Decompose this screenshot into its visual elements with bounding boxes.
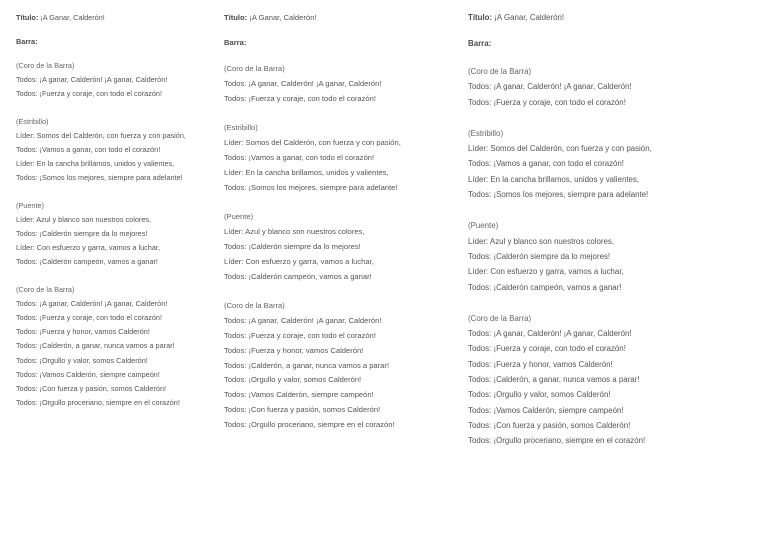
song-title xyxy=(224,13,456,22)
lyrics-column-1 xyxy=(16,0,216,410)
lyric-line: Líder: En la cancha brillamos, unidos y valientes, xyxy=(16,159,175,169)
lyric-line: Líder: Con esfuerzo y garra, vamos a luchar, xyxy=(468,267,624,277)
lyric-line: Líder: Somos del Calderón, con fuerza y con pasión, xyxy=(468,144,652,154)
lyrics-column-2 xyxy=(224,0,456,433)
lyric-line: Todos: ¡Orgullo y valor, somos Calderón! xyxy=(468,390,611,400)
lyric-line: Todos: ¡Calderón, a ganar, nunca vamos a parar! xyxy=(16,341,175,351)
lyric-line: Todos: ¡Fuerza y honor, vamos Calderón! xyxy=(224,345,364,355)
lyrics-section xyxy=(468,126,758,202)
title-label: Título: xyxy=(224,13,248,22)
lyric-line: Todos: ¡A ganar, Calderón! ¡A ganar, Calderón! xyxy=(16,298,168,308)
lyric-line: Todos: ¡Calderón campeón, vamos a ganar! xyxy=(16,257,158,267)
lyric-line: Todos: ¡Fuerza y coraje, con todo el corazón! xyxy=(468,97,626,107)
section-heading: (Coro de la Barra) xyxy=(468,67,532,76)
lyric-line: Líder: Azul y blanco son nuestros colores, xyxy=(16,214,152,224)
barra-heading xyxy=(468,39,758,48)
lyrics-section xyxy=(16,283,216,411)
lyric-line: Todos: ¡A ganar, Calderón! ¡A ganar, Calderón! xyxy=(224,78,382,88)
lyric-line: Todos: ¡Calderón siempre da lo mejores! xyxy=(16,229,148,239)
lyric-line: Todos: ¡Orgullo y valor, somos Calderón! xyxy=(224,375,362,385)
lyric-line: Todos: ¡Vamos Calderón, siempre campeón! xyxy=(224,390,374,400)
section-heading: (Estribillo) xyxy=(468,128,504,138)
section-heading: (Coro de la Barra) xyxy=(16,284,75,294)
lyric-line: Líder: En la cancha brillamos, unidos y valientes, xyxy=(468,174,640,184)
title-value: ¡A Ganar, Calderón! xyxy=(492,13,565,22)
lyric-line: Todos: ¡Calderón campeón, vamos a ganar! xyxy=(224,271,372,281)
lyrics-section xyxy=(468,311,758,449)
lyrics-column-3 xyxy=(468,0,758,449)
lyrics-section xyxy=(224,210,456,284)
lyric-line: Líder: Azul y blanco son nuestros colores, xyxy=(224,227,365,237)
song-title xyxy=(468,13,758,22)
lyric-line: Todos: ¡Orgullo proceriano, siempre en el corazón! xyxy=(16,398,180,408)
barra-heading xyxy=(224,38,456,47)
lyric-line: Todos: ¡A ganar, Calderón! ¡A ganar, Calderón! xyxy=(468,329,632,339)
lyric-line: Todos: ¡Somos los mejores, siempre para adelante! xyxy=(224,182,398,192)
lyrics-section xyxy=(16,59,216,102)
lyric-line: Líder: Con esfuerzo y garra, vamos a luchar, xyxy=(224,256,374,266)
lyric-line: Todos: ¡Calderón siempre da lo mejores! xyxy=(468,251,611,261)
lyrics-section xyxy=(224,62,456,106)
section-heading: (Estribillo) xyxy=(224,123,258,133)
title-value: ¡A Ganar, Calderón! xyxy=(38,13,105,22)
section-heading: (Puente) xyxy=(16,200,44,210)
lyrics-section xyxy=(468,64,758,110)
lyric-line: Líder: Con esfuerzo y garra, vamos a luchar, xyxy=(16,243,160,253)
lyric-line: Líder: Somos del Calderón, con fuerza y con pasión, xyxy=(224,138,401,148)
lyric-line: Todos: ¡Vamos Calderón, siempre campeón! xyxy=(468,405,624,415)
lyric-line: Todos: ¡Con fuerza y pasión, somos Calderón! xyxy=(224,404,381,414)
lyric-line: Todos: ¡Fuerza y coraje, con todo el corazón! xyxy=(16,313,163,323)
lyric-line: Líder: Somos del Calderón, con fuerza y con pasión, xyxy=(16,130,186,140)
lyrics-section xyxy=(224,299,456,432)
title-value: ¡A Ganar, Calderón! xyxy=(247,13,317,22)
lyric-line: Todos: ¡Vamos a ganar, con todo el corazón! xyxy=(468,159,625,169)
lyric-line: Líder: Azul y blanco son nuestros colores, xyxy=(468,236,615,246)
section-heading: (Puente) xyxy=(224,212,254,222)
barra-label: Barra: xyxy=(468,39,492,48)
lyric-line: Todos: ¡Calderón siempre da lo mejores! xyxy=(224,241,361,251)
lyric-line: Líder: En la cancha brillamos, unidos y valientes, xyxy=(224,167,389,177)
lyric-line: Todos: ¡Calderón campeón, vamos a ganar! xyxy=(468,282,622,292)
lyric-line: Todos: ¡Con fuerza y pasión, somos Calderón! xyxy=(16,384,167,394)
section-heading: (Coro de la Barra) xyxy=(224,64,285,73)
lyric-line: Todos: ¡Orgullo proceriano, siempre en el corazón! xyxy=(224,419,395,429)
lyric-line: Todos: ¡Vamos a ganar, con todo el corazón! xyxy=(224,152,375,162)
barra-label: Barra: xyxy=(224,38,247,47)
section-heading: (Coro de la Barra) xyxy=(224,301,285,311)
lyric-line: Todos: ¡A ganar, Calderón! ¡A ganar, Calderón! xyxy=(468,82,632,92)
lyric-line: Todos: ¡Somos los mejores, siempre para adelante! xyxy=(16,173,183,183)
lyric-line: Todos: ¡Fuerza y coraje, con todo el corazón! xyxy=(224,330,376,340)
lyric-line: Todos: ¡A ganar, Calderón! ¡A ganar, Calderón! xyxy=(224,316,382,326)
lyric-line: Todos: ¡Calderón, a ganar, nunca vamos a parar! xyxy=(468,375,640,385)
lyric-line: Todos: ¡Orgullo proceriano, siempre en el corazón! xyxy=(468,436,646,446)
lyric-line: Todos: ¡A ganar, Calderón! ¡A ganar, Calderón! xyxy=(16,75,168,85)
barra-label: Barra: xyxy=(16,37,38,46)
section-heading: (Coro de la Barra) xyxy=(16,61,75,70)
lyric-line: Todos: ¡Somos los mejores, siempre para adelante! xyxy=(468,190,649,200)
lyrics-section xyxy=(468,218,758,294)
lyrics-section xyxy=(224,121,456,195)
lyrics-section xyxy=(16,199,216,270)
lyric-line: Todos: ¡Fuerza y coraje, con todo el corazón! xyxy=(468,344,626,354)
section-heading: (Estribillo) xyxy=(16,116,49,126)
lyric-line: Todos: ¡Fuerza y honor, vamos Calderón! xyxy=(468,359,613,369)
title-label: Título: xyxy=(468,13,493,22)
lyric-line: Todos: ¡Con fuerza y pasión, somos Calderón! xyxy=(468,420,631,430)
section-heading: (Coro de la Barra) xyxy=(468,313,532,323)
lyric-line: Todos: ¡Fuerza y coraje, con todo el corazón! xyxy=(16,89,163,99)
title-label: Título: xyxy=(16,13,39,22)
barra-heading xyxy=(16,37,216,46)
section-heading: (Puente) xyxy=(468,221,499,231)
lyric-line: Todos: ¡Fuerza y coraje, con todo el corazón! xyxy=(224,93,376,103)
song-title xyxy=(16,13,216,22)
lyric-line: Todos: ¡Vamos Calderón, siempre campeón! xyxy=(16,369,160,379)
lyric-line: Todos: ¡Orgullo y valor, somos Calderón! xyxy=(16,355,148,365)
lyric-line: Todos: ¡Vamos a ganar, con todo el corazón! xyxy=(16,145,161,155)
lyric-line: Todos: ¡Calderón, a ganar, nunca vamos a parar! xyxy=(224,360,390,370)
lyric-line: Todos: ¡Fuerza y honor, vamos Calderón! xyxy=(16,327,150,337)
lyrics-section xyxy=(16,115,216,186)
